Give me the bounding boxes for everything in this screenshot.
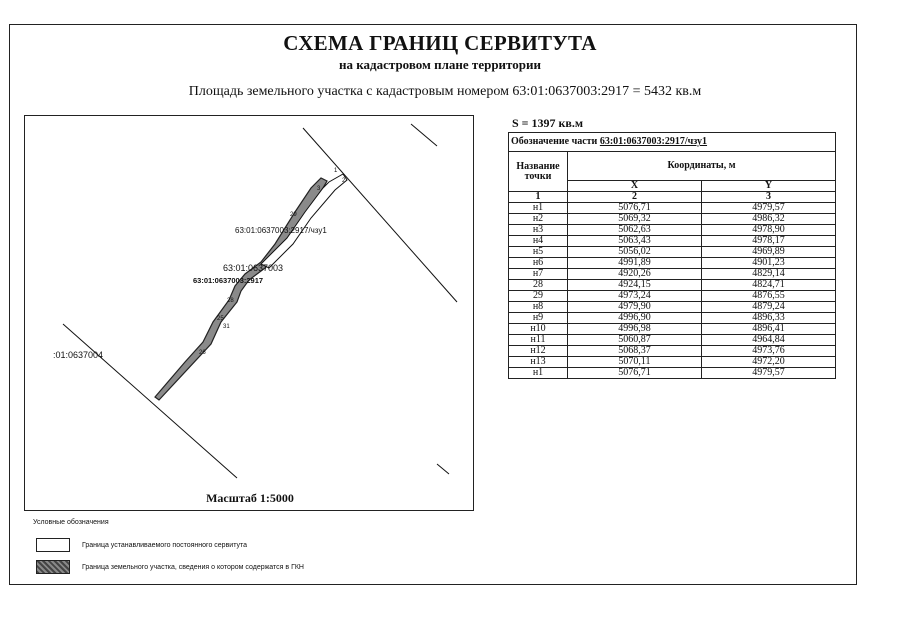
- cell-y: 4896,33: [701, 313, 835, 324]
- cell-y: 4978,90: [701, 225, 835, 236]
- cell-y: 4896,41: [701, 324, 835, 335]
- legend-title: Условные обозначения: [33, 519, 109, 526]
- cell-x: 4979,90: [568, 302, 702, 313]
- quarter-boundary-tick: [437, 464, 449, 474]
- cell-y: 4986,32: [701, 214, 835, 225]
- table-row: [509, 269, 836, 280]
- cell-y: 4879,24: [701, 302, 835, 313]
- cell-x: 5076,71: [568, 203, 702, 214]
- cell-y: 4829,14: [701, 269, 835, 280]
- cell-x: 4991,89: [568, 258, 702, 269]
- cell-y: 4972,20: [701, 357, 835, 368]
- cell-name: н5: [509, 247, 568, 258]
- cell-y: 4979,57: [701, 203, 835, 214]
- cell-name: н12: [509, 346, 568, 357]
- header-x: X: [568, 181, 702, 192]
- cell-x: 4920,26: [568, 269, 702, 280]
- cell-name: н1: [509, 368, 568, 379]
- cell-x: 5068,37: [568, 346, 702, 357]
- map-point-26: 26: [199, 350, 206, 356]
- map-point-28: 28: [227, 298, 234, 304]
- cell-y: 4969,89: [701, 247, 835, 258]
- cell-name: н1: [509, 203, 568, 214]
- coordinates-table: [508, 132, 836, 379]
- map-point-1: 1: [334, 168, 338, 174]
- cell-x: 5063,43: [568, 236, 702, 247]
- cell-y: 4901,23: [701, 258, 835, 269]
- cell-name: н4: [509, 236, 568, 247]
- table-row: [509, 280, 836, 291]
- table-row: [509, 236, 836, 247]
- cell-name: н9: [509, 313, 568, 324]
- table-caption: [509, 133, 836, 152]
- cell-x: 5069,32: [568, 214, 702, 225]
- caption-number: 63:01:0637003:2917/чзу1: [599, 136, 708, 147]
- map-point-3: 3: [317, 186, 321, 192]
- table-row: [509, 203, 836, 214]
- header-coordinates: Координаты, м: [568, 152, 836, 181]
- cell-y: 4979,57: [701, 368, 835, 379]
- parcel-area-line: Площадь земельного участка с кадастровым номером 63:01:0637003:2917 = 5432 кв.м: [188, 84, 702, 99]
- servitude-area: S = 1397 кв.м: [512, 116, 584, 130]
- map-scale: Масштаб 1:5000: [206, 491, 294, 505]
- cell-name: н8: [509, 302, 568, 313]
- map-drawing: [25, 116, 475, 512]
- table-row: [509, 346, 836, 357]
- table-row: [509, 291, 836, 302]
- legend-swatch-parcel: [36, 560, 70, 574]
- document-title: СХЕМА ГРАНИЦ СЕРВИТУТА: [283, 31, 597, 55]
- cell-x: 5076,71: [568, 368, 702, 379]
- cadastral-map: [24, 115, 474, 511]
- legend-text-servitude: Граница устанавливаемого постоянного сервитута: [82, 542, 248, 549]
- map-point-25: 25: [217, 316, 224, 322]
- header-y: Y: [701, 181, 835, 192]
- column-number-3: 3: [701, 192, 835, 203]
- quarter-boundary-line-bottom: [63, 324, 237, 478]
- table-row: [509, 335, 836, 346]
- cell-y: 4876,55: [701, 291, 835, 302]
- table-row: [509, 357, 836, 368]
- cell-y: 4964,84: [701, 335, 835, 346]
- table-row: [509, 368, 836, 379]
- cell-x: 4973,24: [568, 291, 702, 302]
- cell-x: 4924,15: [568, 280, 702, 291]
- table-row: [509, 302, 836, 313]
- quarter-boundary-line-corner: [411, 124, 437, 146]
- cell-y: 4973,76: [701, 346, 835, 357]
- cell-name: н6: [509, 258, 568, 269]
- cell-x: 4996,98: [568, 324, 702, 335]
- map-label-servitude-part: 63:01:0637003:2917/чзу1: [235, 226, 327, 235]
- cell-name: н2: [509, 214, 568, 225]
- land-parcel-boundary: [155, 178, 327, 400]
- cell-name: н13: [509, 357, 568, 368]
- map-label-neighbor-quarter: :01:0637004: [53, 350, 104, 360]
- cell-name: н11: [509, 335, 568, 346]
- caption-prefix: Обозначение части: [511, 136, 598, 147]
- map-point-31: 31: [223, 324, 230, 330]
- table-row: [509, 247, 836, 258]
- legend-swatch-servitude: [36, 538, 70, 552]
- map-point-29: 29: [290, 212, 297, 218]
- quarter-boundary-line-top: [303, 128, 457, 302]
- map-label-parcel: 63:01:0637003:2917: [193, 276, 264, 285]
- cell-name: н3: [509, 225, 568, 236]
- header-point-name: Название точки: [509, 152, 568, 192]
- column-number-2: 2: [568, 192, 702, 203]
- cell-name: 29: [509, 291, 568, 302]
- table-row: [509, 313, 836, 324]
- table-row: [509, 324, 836, 335]
- table-number-row: [509, 192, 836, 203]
- servitude-boundary: [261, 174, 347, 268]
- cell-y: 4824,71: [701, 280, 835, 291]
- cell-y: 4978,17: [701, 236, 835, 247]
- legend-text-parcel: Граница земельного участка, сведения о котором содержатся в ГКН: [82, 564, 304, 571]
- column-number-1: 1: [509, 192, 568, 203]
- table-row: [509, 258, 836, 269]
- cell-name: н10: [509, 324, 568, 335]
- cell-x: 5070,11: [568, 357, 702, 368]
- cell-name: 28: [509, 280, 568, 291]
- map-label-quarter: 63:01:0637003: [223, 263, 284, 273]
- table-row: [509, 214, 836, 225]
- cell-name: н7: [509, 269, 568, 280]
- cell-x: 5056,02: [568, 247, 702, 258]
- map-point-2: 2: [342, 178, 346, 184]
- document-subtitle: на кадастровом плане территории: [339, 57, 541, 72]
- cell-x: 5062,63: [568, 225, 702, 236]
- cell-x: 4996,90: [568, 313, 702, 324]
- table-caption-row: [509, 133, 836, 152]
- table-header-row: [509, 152, 836, 181]
- cell-x: 5060,87: [568, 335, 702, 346]
- table-row: [509, 225, 836, 236]
